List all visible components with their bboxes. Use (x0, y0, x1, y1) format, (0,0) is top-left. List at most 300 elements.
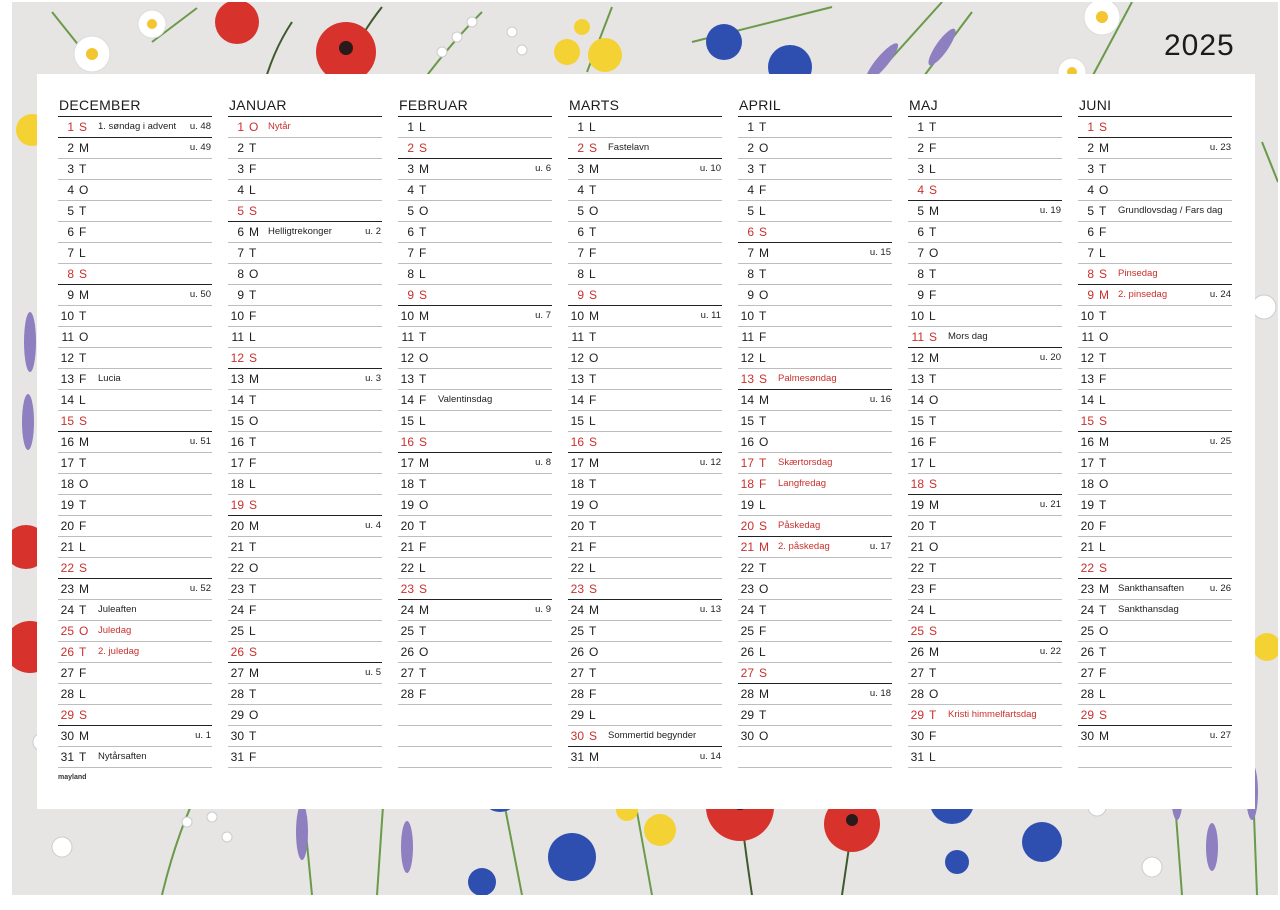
day-row[interactable] (228, 222, 382, 243)
day-row[interactable] (398, 159, 552, 180)
weekday-letter: L (589, 561, 596, 575)
day-row[interactable] (1078, 600, 1232, 621)
day-row[interactable] (568, 159, 722, 180)
day-number: 25 (910, 624, 924, 638)
day-row[interactable] (398, 285, 552, 306)
day-row[interactable] (1078, 201, 1232, 222)
day-row[interactable] (738, 138, 892, 159)
weekday-letter: L (929, 456, 936, 470)
day-note: Juledag (98, 625, 132, 636)
weekday-letter: T (79, 645, 87, 659)
day-row[interactable] (228, 138, 382, 159)
day-row[interactable] (58, 747, 212, 768)
day-number: 28 (740, 687, 754, 701)
day-row[interactable] (398, 432, 552, 453)
day-row[interactable] (398, 222, 552, 243)
day-number: 3 (1087, 162, 1094, 176)
day-row[interactable] (1078, 474, 1232, 495)
day-row[interactable] (568, 642, 722, 663)
day-row[interactable] (398, 663, 552, 684)
day-row[interactable] (58, 705, 212, 726)
day-row[interactable] (568, 705, 722, 726)
weekday-letter: S (419, 582, 428, 596)
day-row[interactable] (398, 600, 552, 621)
day-row[interactable] (398, 621, 552, 642)
day-row[interactable] (398, 306, 552, 327)
day-row[interactable] (568, 138, 722, 159)
day-row[interactable] (738, 159, 892, 180)
day-row[interactable] (398, 390, 552, 411)
weekday-letter: M (589, 603, 599, 617)
day-row[interactable] (908, 432, 1062, 453)
day-row[interactable] (228, 432, 382, 453)
day-row[interactable] (908, 579, 1062, 600)
empty-row (738, 747, 892, 768)
day-row[interactable] (1078, 705, 1232, 726)
day-row[interactable] (568, 117, 722, 138)
weekday-letter: M (1099, 729, 1109, 743)
weekday-letter: T (759, 603, 767, 617)
day-row[interactable] (228, 495, 382, 516)
day-row[interactable] (58, 600, 212, 621)
day-row[interactable] (228, 159, 382, 180)
day-row[interactable] (58, 285, 212, 306)
weekday-letter: T (759, 120, 767, 134)
day-row[interactable] (1078, 264, 1232, 285)
day-row[interactable] (228, 285, 382, 306)
day-row[interactable] (1078, 327, 1232, 348)
day-row[interactable] (568, 201, 722, 222)
day-row[interactable] (1078, 642, 1232, 663)
day-row[interactable] (1078, 453, 1232, 474)
day-row[interactable] (738, 306, 892, 327)
day-row[interactable] (908, 537, 1062, 558)
day-row[interactable] (228, 537, 382, 558)
day-row[interactable] (228, 243, 382, 264)
day-row[interactable] (738, 411, 892, 432)
weekday-letter: S (79, 267, 88, 281)
day-row[interactable] (908, 117, 1062, 138)
day-row[interactable] (1078, 411, 1232, 432)
day-row[interactable] (568, 243, 722, 264)
day-row[interactable] (398, 579, 552, 600)
day-note: Sankthansaften (1118, 583, 1185, 594)
day-number: 26 (230, 645, 244, 659)
day-row[interactable] (228, 726, 382, 747)
day-number: 19 (570, 498, 584, 512)
day-number: 21 (230, 540, 244, 554)
day-number: 29 (230, 708, 244, 722)
day-row[interactable] (228, 264, 382, 285)
day-row[interactable] (568, 663, 722, 684)
weekday-letter: T (759, 708, 767, 722)
day-row[interactable] (398, 327, 552, 348)
day-row[interactable] (908, 201, 1062, 222)
day-row[interactable] (58, 348, 212, 369)
day-row[interactable] (568, 369, 722, 390)
day-row[interactable] (58, 726, 212, 747)
day-number: 18 (740, 477, 754, 491)
weekday-letter: M (1099, 435, 1109, 449)
weekday-letter: O (419, 645, 429, 659)
day-row[interactable] (908, 222, 1062, 243)
day-row[interactable] (58, 222, 212, 243)
weekday-letter: S (589, 729, 598, 743)
day-row[interactable] (908, 243, 1062, 264)
day-row[interactable] (568, 579, 722, 600)
day-row[interactable] (738, 222, 892, 243)
day-row[interactable] (398, 264, 552, 285)
day-row[interactable] (738, 348, 892, 369)
day-row[interactable] (738, 327, 892, 348)
day-number: 25 (570, 624, 584, 638)
day-row[interactable] (738, 600, 892, 621)
day-row[interactable] (568, 600, 722, 621)
day-row[interactable] (228, 369, 382, 390)
day-row[interactable] (1078, 390, 1232, 411)
week-number: u. 2 (365, 226, 381, 237)
day-number: 6 (407, 225, 414, 239)
day-row[interactable] (398, 348, 552, 369)
day-row[interactable] (1078, 306, 1232, 327)
day-row[interactable] (568, 222, 722, 243)
day-list (398, 116, 552, 768)
day-row[interactable] (398, 411, 552, 432)
day-row[interactable] (58, 369, 212, 390)
day-row[interactable] (738, 243, 892, 264)
weekday-letter: T (79, 162, 87, 176)
day-row[interactable] (738, 180, 892, 201)
day-row[interactable] (568, 621, 722, 642)
day-row[interactable] (908, 327, 1062, 348)
day-number: 2 (1087, 141, 1094, 155)
day-row[interactable] (738, 201, 892, 222)
week-number: u. 9 (535, 604, 551, 615)
day-row[interactable] (1078, 516, 1232, 537)
day-row[interactable] (58, 537, 212, 558)
day-row[interactable] (568, 684, 722, 705)
day-row[interactable] (738, 390, 892, 411)
day-row[interactable] (908, 684, 1062, 705)
day-row[interactable] (1078, 495, 1232, 516)
day-number: 10 (1080, 309, 1094, 323)
day-row[interactable] (58, 621, 212, 642)
day-row[interactable] (398, 684, 552, 705)
day-number: 25 (60, 624, 74, 638)
day-row[interactable] (228, 705, 382, 726)
day-row[interactable] (58, 390, 212, 411)
day-row[interactable] (398, 117, 552, 138)
day-row[interactable] (908, 495, 1062, 516)
day-row[interactable] (1078, 369, 1232, 390)
day-row[interactable] (398, 369, 552, 390)
day-row[interactable] (738, 432, 892, 453)
day-row[interactable] (568, 537, 722, 558)
day-row[interactable] (1078, 159, 1232, 180)
day-note: Nytårsaften (98, 751, 147, 762)
day-row[interactable] (738, 642, 892, 663)
day-row[interactable] (738, 663, 892, 684)
day-number: 4 (577, 183, 584, 197)
day-row[interactable] (58, 474, 212, 495)
day-row[interactable] (398, 453, 552, 474)
week-number: u. 48 (189, 121, 211, 132)
day-row[interactable] (228, 621, 382, 642)
day-number: 30 (740, 729, 754, 743)
day-row[interactable] (908, 663, 1062, 684)
day-row[interactable] (908, 747, 1062, 768)
day-number: 24 (1080, 603, 1094, 617)
day-row[interactable] (58, 516, 212, 537)
day-row[interactable] (398, 516, 552, 537)
day-number: 12 (60, 351, 74, 365)
day-row[interactable] (908, 180, 1062, 201)
day-row[interactable] (58, 579, 212, 600)
day-row[interactable] (738, 726, 892, 747)
weekday-letter: M (589, 750, 599, 764)
day-row[interactable] (398, 180, 552, 201)
day-number: 28 (1080, 687, 1094, 701)
day-row[interactable] (398, 558, 552, 579)
day-row[interactable] (228, 348, 382, 369)
day-row[interactable] (228, 558, 382, 579)
day-row[interactable] (58, 495, 212, 516)
day-row[interactable] (908, 453, 1062, 474)
week-number: u. 1 (195, 730, 211, 741)
day-row[interactable] (568, 180, 722, 201)
day-number: 14 (1080, 393, 1094, 407)
day-row[interactable] (58, 411, 212, 432)
weekday-letter: T (419, 330, 427, 344)
day-row[interactable] (1078, 726, 1232, 747)
day-row[interactable] (738, 579, 892, 600)
weekday-letter: F (589, 687, 597, 701)
day-row[interactable] (398, 642, 552, 663)
day-row[interactable] (398, 138, 552, 159)
day-row[interactable] (58, 453, 212, 474)
day-row[interactable] (908, 600, 1062, 621)
day-row[interactable] (738, 621, 892, 642)
day-row[interactable] (738, 117, 892, 138)
day-number: 7 (407, 246, 414, 260)
day-row[interactable] (58, 264, 212, 285)
day-row[interactable] (908, 621, 1062, 642)
weekday-letter: O (929, 246, 939, 260)
day-row[interactable] (568, 495, 722, 516)
day-row[interactable] (58, 159, 212, 180)
day-row[interactable] (738, 684, 892, 705)
day-number: 26 (1080, 645, 1094, 659)
day-number: 20 (740, 519, 754, 533)
day-number: 30 (910, 729, 924, 743)
day-row[interactable] (58, 684, 212, 705)
day-row[interactable] (58, 201, 212, 222)
weekday-letter: F (249, 603, 257, 617)
day-row[interactable] (738, 516, 892, 537)
day-row[interactable] (58, 117, 212, 138)
day-row[interactable] (228, 579, 382, 600)
day-row[interactable] (568, 327, 722, 348)
weekday-letter: S (929, 330, 938, 344)
day-row[interactable] (568, 348, 722, 369)
day-row[interactable] (908, 558, 1062, 579)
day-row[interactable] (58, 642, 212, 663)
day-row[interactable] (398, 474, 552, 495)
weekday-letter: F (589, 393, 597, 407)
day-row[interactable] (228, 474, 382, 495)
week-number: u. 10 (699, 163, 721, 174)
day-number: 23 (60, 582, 74, 596)
day-number: 1 (67, 120, 74, 134)
day-row[interactable] (568, 726, 722, 747)
day-row[interactable] (908, 138, 1062, 159)
day-row[interactable] (738, 369, 892, 390)
day-row[interactable] (1078, 558, 1232, 579)
day-row[interactable] (228, 642, 382, 663)
day-row[interactable] (58, 138, 212, 159)
day-row[interactable] (908, 705, 1062, 726)
day-row[interactable] (568, 747, 722, 768)
day-row[interactable] (58, 327, 212, 348)
day-row[interactable] (398, 201, 552, 222)
day-number: 5 (67, 204, 74, 218)
day-row[interactable] (568, 516, 722, 537)
day-row[interactable] (398, 495, 552, 516)
day-row[interactable] (228, 306, 382, 327)
day-row[interactable] (1078, 243, 1232, 264)
day-number: 18 (570, 477, 584, 491)
day-number: 4 (917, 183, 924, 197)
day-number: 8 (407, 267, 414, 281)
weekday-letter: M (929, 498, 939, 512)
day-row[interactable] (1078, 684, 1232, 705)
day-row[interactable] (908, 348, 1062, 369)
weekday-letter: F (249, 456, 257, 470)
day-number: 11 (571, 330, 584, 344)
day-row[interactable] (568, 474, 722, 495)
day-row[interactable] (1078, 348, 1232, 369)
day-row[interactable] (738, 495, 892, 516)
day-row[interactable] (58, 243, 212, 264)
day-row[interactable] (228, 180, 382, 201)
day-row[interactable] (1078, 222, 1232, 243)
day-number: 8 (1087, 267, 1094, 281)
day-row[interactable] (908, 264, 1062, 285)
day-number: 9 (577, 288, 584, 302)
day-row[interactable] (568, 411, 722, 432)
day-row[interactable] (738, 558, 892, 579)
day-row[interactable] (908, 390, 1062, 411)
day-number: 9 (407, 288, 414, 302)
day-row[interactable] (568, 306, 722, 327)
day-row[interactable] (58, 180, 212, 201)
day-number: 9 (1087, 288, 1094, 302)
day-row[interactable] (908, 285, 1062, 306)
day-row[interactable] (568, 390, 722, 411)
day-row[interactable] (908, 411, 1062, 432)
day-number: 12 (400, 351, 414, 365)
weekday-letter: T (1099, 456, 1107, 470)
day-note: 2. juledag (98, 646, 140, 657)
day-row[interactable] (908, 159, 1062, 180)
day-list (228, 116, 382, 768)
day-row[interactable] (228, 684, 382, 705)
day-row[interactable] (1078, 138, 1232, 159)
day-row[interactable] (908, 306, 1062, 327)
day-row[interactable] (58, 432, 212, 453)
day-row[interactable] (228, 201, 382, 222)
day-row[interactable] (228, 390, 382, 411)
day-note: Pinsedag (1118, 268, 1158, 279)
day-row[interactable] (228, 327, 382, 348)
day-row[interactable] (738, 285, 892, 306)
day-row[interactable] (1078, 180, 1232, 201)
day-row[interactable] (738, 264, 892, 285)
day-row[interactable] (398, 243, 552, 264)
day-row[interactable] (908, 474, 1062, 495)
day-row[interactable] (1078, 621, 1232, 642)
day-row[interactable] (568, 285, 722, 306)
day-row[interactable] (1078, 285, 1232, 306)
day-row[interactable] (738, 705, 892, 726)
day-row[interactable] (228, 747, 382, 768)
day-row[interactable] (738, 537, 892, 558)
day-row[interactable] (1078, 117, 1232, 138)
day-row[interactable] (908, 369, 1062, 390)
day-row[interactable] (568, 453, 722, 474)
day-row[interactable] (1078, 432, 1232, 453)
day-row[interactable] (568, 558, 722, 579)
day-row[interactable] (738, 474, 892, 495)
day-row[interactable] (568, 432, 722, 453)
day-row[interactable] (908, 726, 1062, 747)
weekday-letter: F (929, 141, 937, 155)
day-row[interactable] (738, 453, 892, 474)
day-row[interactable] (228, 663, 382, 684)
day-number: 1 (407, 120, 414, 134)
day-row[interactable] (228, 117, 382, 138)
day-row[interactable] (228, 411, 382, 432)
day-row[interactable] (398, 537, 552, 558)
day-number: 26 (60, 645, 74, 659)
day-row[interactable] (228, 600, 382, 621)
weekday-letter: F (759, 330, 767, 344)
weekday-letter: S (759, 225, 768, 239)
day-row[interactable] (228, 453, 382, 474)
day-row[interactable] (1078, 579, 1232, 600)
day-row[interactable] (908, 516, 1062, 537)
weekday-letter: T (1099, 162, 1107, 176)
weekday-letter: F (1099, 225, 1107, 239)
day-number: 11 (61, 330, 74, 344)
weekday-letter: F (1099, 372, 1107, 386)
day-note: Lucia (98, 373, 121, 384)
day-row[interactable] (1078, 663, 1232, 684)
day-number: 2 (407, 141, 414, 155)
day-row[interactable] (1078, 537, 1232, 558)
day-row[interactable] (228, 516, 382, 537)
day-row[interactable] (908, 642, 1062, 663)
day-row[interactable] (58, 306, 212, 327)
weekday-letter: M (929, 645, 939, 659)
weekday-letter: L (929, 309, 936, 323)
day-row[interactable] (568, 264, 722, 285)
day-row[interactable] (58, 558, 212, 579)
weekday-letter: L (79, 687, 86, 701)
day-number: 20 (1080, 519, 1094, 533)
day-row[interactable] (58, 663, 212, 684)
weekday-letter: L (249, 330, 256, 344)
